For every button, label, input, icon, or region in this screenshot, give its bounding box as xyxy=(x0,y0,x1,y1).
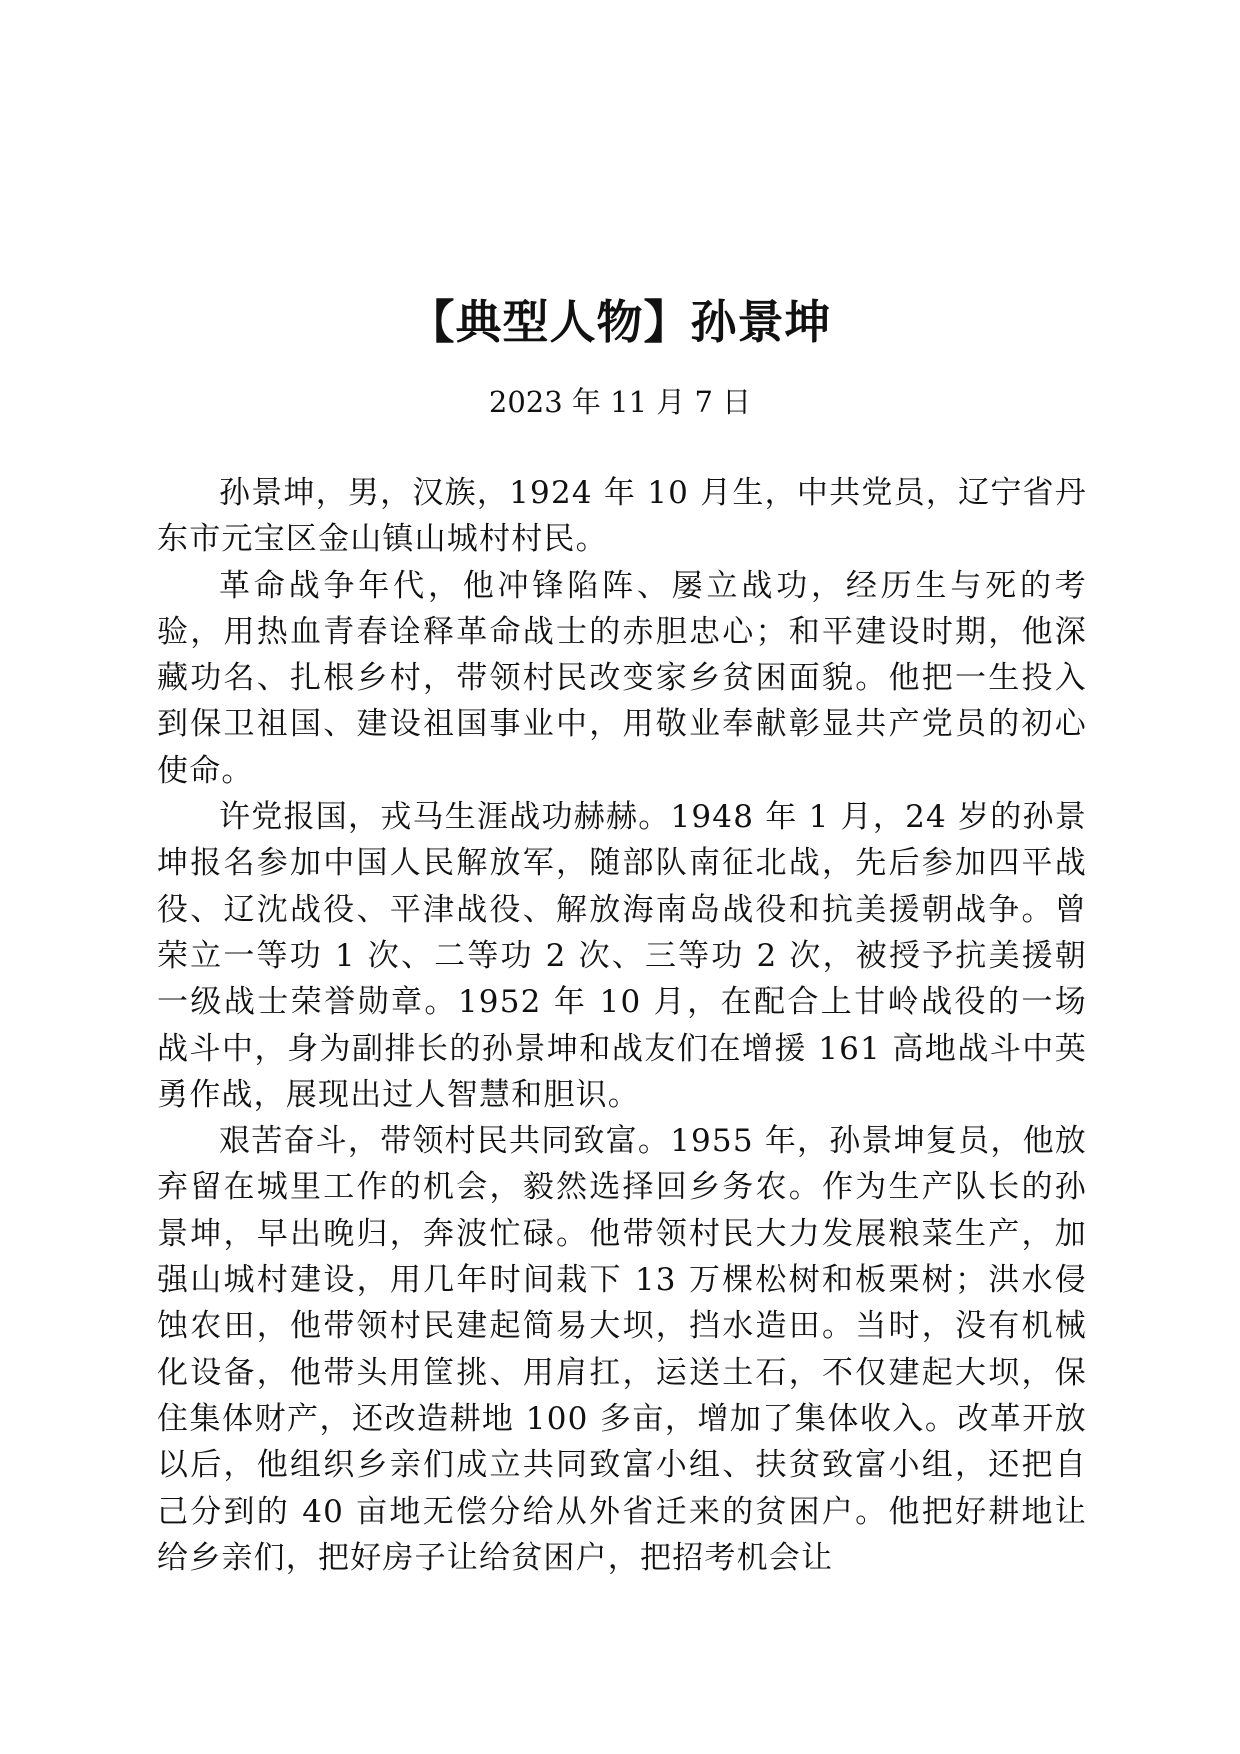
paragraph-summary: 革命战争年代，他冲锋陷阵、屡立战功，经历生与死的考验，用热血青春诠释革命战士的赤胆忠心；和平建设时期，他深藏功名、扎根乡村，带领村民改变家乡贫困面貌。他把一生投入到保卫祖国、建设祖国事业中，用敬业奉献彰显共产党员的初心使命。 xyxy=(157,567,1087,789)
document-body xyxy=(157,470,1087,1581)
paragraph-military: 许党报国，戎马生涯战功赫赫。1948 年 1 月，24 岁的孙景坤报名参加中国人民解放军，随部队南征北战，先后参加四平战役、辽沈战役、平津战役、解放海南岛战役和抗美援朝战争。曾荣立一等功 1 次、二等功 2 次、三等功 2 次，被授予抗美援朝一级战士荣誉勋章。1952 年 10 月，在配合上甘岭战役的一场战斗中，身为副排长的孙景坤和战友们在增援 161 高地战斗中英勇作战，展现出过人智慧和胆识。 xyxy=(157,799,1087,1113)
document-title: 【典型人物】孙景坤 xyxy=(408,295,832,349)
paragraph-village: 艰苦奋斗，带领村民共同致富。1955 年，孙景坤复员，他放弃留在城里工作的机会，毅然选择回乡务农。作为生产队长的孙景坤，早出晚归，奔波忙碌。他带领村民大力发展粮菜生产，加强山城村建设，用几年时间栽下 13 万棵松树和板栗树；洪水侵蚀农田，他带领村民建起简易大坝，挡水造田。当时，没有机械化设备，他带头用筐挑、用肩扛，运送土石，不仅建起大坝，保住集体财产，还改造耕地 100 多亩，增加了集体收入。改革开放以后，他组织乡亲们成立共同致富小组、扶贫致富小组，还把自己分到的 40 亩地无偿分给从外省迁来的贫困户。他把好耕地让给乡亲们，把好房子让给贫困户，把招考机会让 xyxy=(157,1123,1087,1576)
document-date: 2023 年 11 月 7 日 xyxy=(488,385,752,419)
paragraph-intro: 孙景坤，男，汉族，1924 年 10 月生，中共党员，辽宁省丹东市元宝区金山镇山城村村民。 xyxy=(157,475,1087,558)
